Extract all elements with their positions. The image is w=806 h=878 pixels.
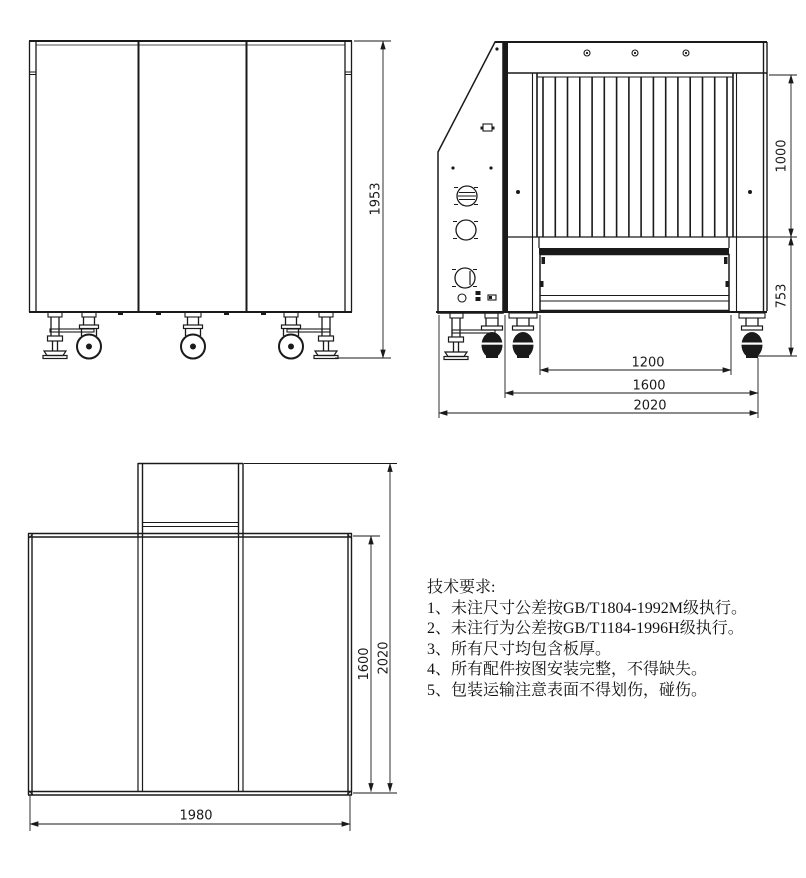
tech-requirement-line: 1、未注尺寸公差按GB/T1804-1992M级执行。 [427,599,748,617]
caster-wheel [742,318,763,358]
dim-side-overall: 2020 [633,398,667,414]
caster-wheel [77,317,101,359]
side-feet [444,313,765,360]
tech-requirement-line: 2、未注行为公差按GB/T1184-1996H级执行。 [427,620,744,637]
leveling-foot [444,318,468,360]
tech-requirement-line: 4、所有配件按图安装完整，不得缺失。 [427,661,708,678]
conveyor [508,237,768,311]
dim-side-body: 1600 [632,378,666,394]
dim-top-body: 1600 [357,647,372,681]
tech-requirements-title: 技术要求: [427,579,496,596]
caster-wheel [513,318,534,358]
dim-side-belt: 1200 [631,355,665,371]
front-view [29,41,391,359]
tech-requirement-line: 3、所有尺寸均包含板厚。 [427,640,612,658]
leveling-foot [314,317,338,359]
front-feet [43,312,338,359]
top-dimensions [30,464,397,832]
tech-requirement-line: 5、包装运输注意表面不得划伤，碰伤。 [427,681,708,699]
caster-wheel [181,317,205,359]
caster-wheel [482,318,503,358]
dim-top-overall: 2020 [376,641,392,675]
dim-front-height: 1953 [368,182,384,216]
top-view [28,463,397,831]
dim-side-upper: 1000 [774,139,790,173]
technical-requirements [427,578,805,701]
top-view-tunnel [138,463,243,537]
top-band-screws [584,50,689,56]
dim-top-width: 1980 [179,808,213,824]
caster-wheel [279,317,303,359]
side-panel-controls [451,47,752,302]
lead-curtain [537,73,733,237]
side-view [436,42,797,418]
dim-side-lower: 753 [774,283,790,309]
leveling-foot [43,317,67,359]
